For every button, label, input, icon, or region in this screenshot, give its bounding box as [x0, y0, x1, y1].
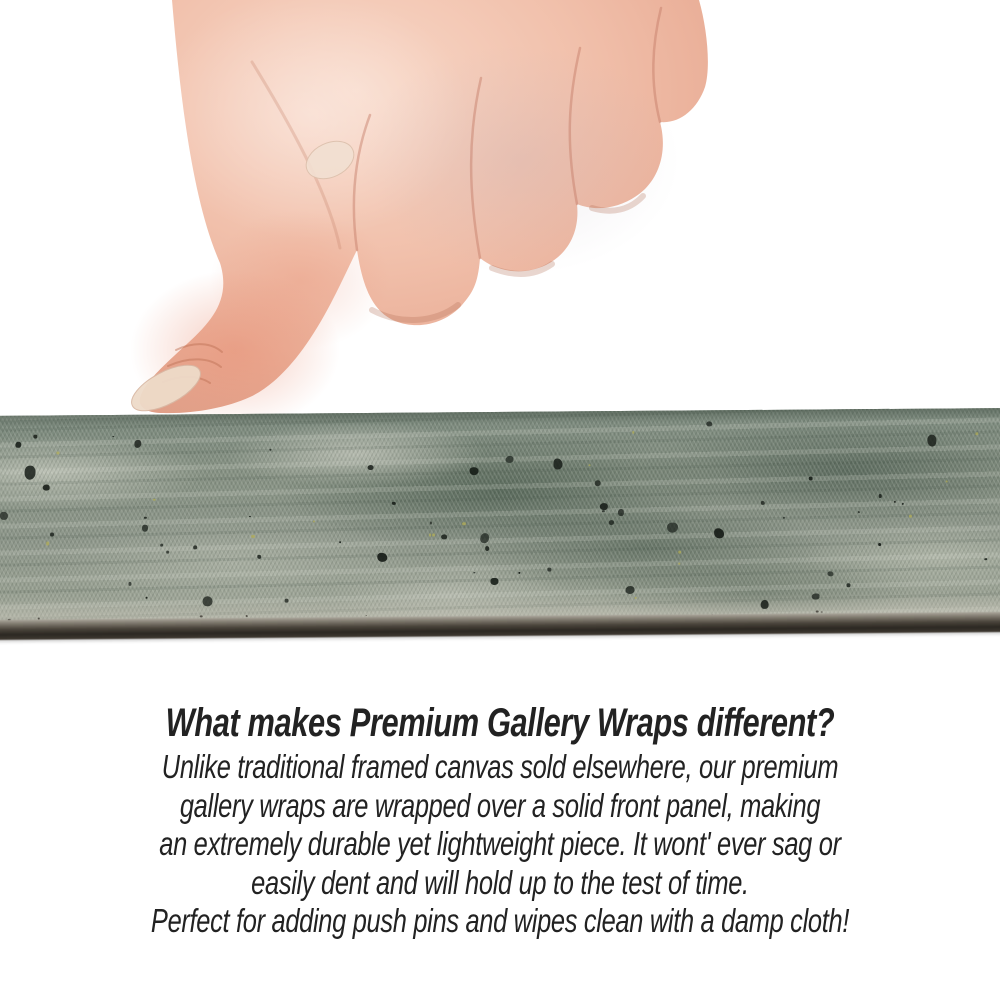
body-line-2: gallery wraps are wrapped over a solid front panel, making — [179, 786, 821, 824]
body-line-3: an extremely durable yet lightweight piece. It wont' ever sag or — [159, 825, 841, 863]
copy-block — [115, 700, 885, 941]
headline: What makes Premium Gallery Wraps different? — [165, 701, 835, 745]
body-line-4: easily dent and will hold up to the test of time. — [251, 863, 749, 901]
knuckle-tone — [360, 45, 680, 275]
canvas-speckles — [0, 408, 1000, 642]
body-line-5: Perfect for adding push pins and wipes clean with a damp cloth! — [150, 902, 850, 940]
thumb-press-blush-2 — [210, 210, 390, 350]
body-line-1: Unlike traditional framed canvas sold elsewhere, our premium — [161, 748, 839, 785]
marketing-copy — [0, 700, 1000, 941]
canvas-edge-photo — [0, 408, 1000, 642]
hand-thumb-press-photo — [0, 0, 1000, 420]
